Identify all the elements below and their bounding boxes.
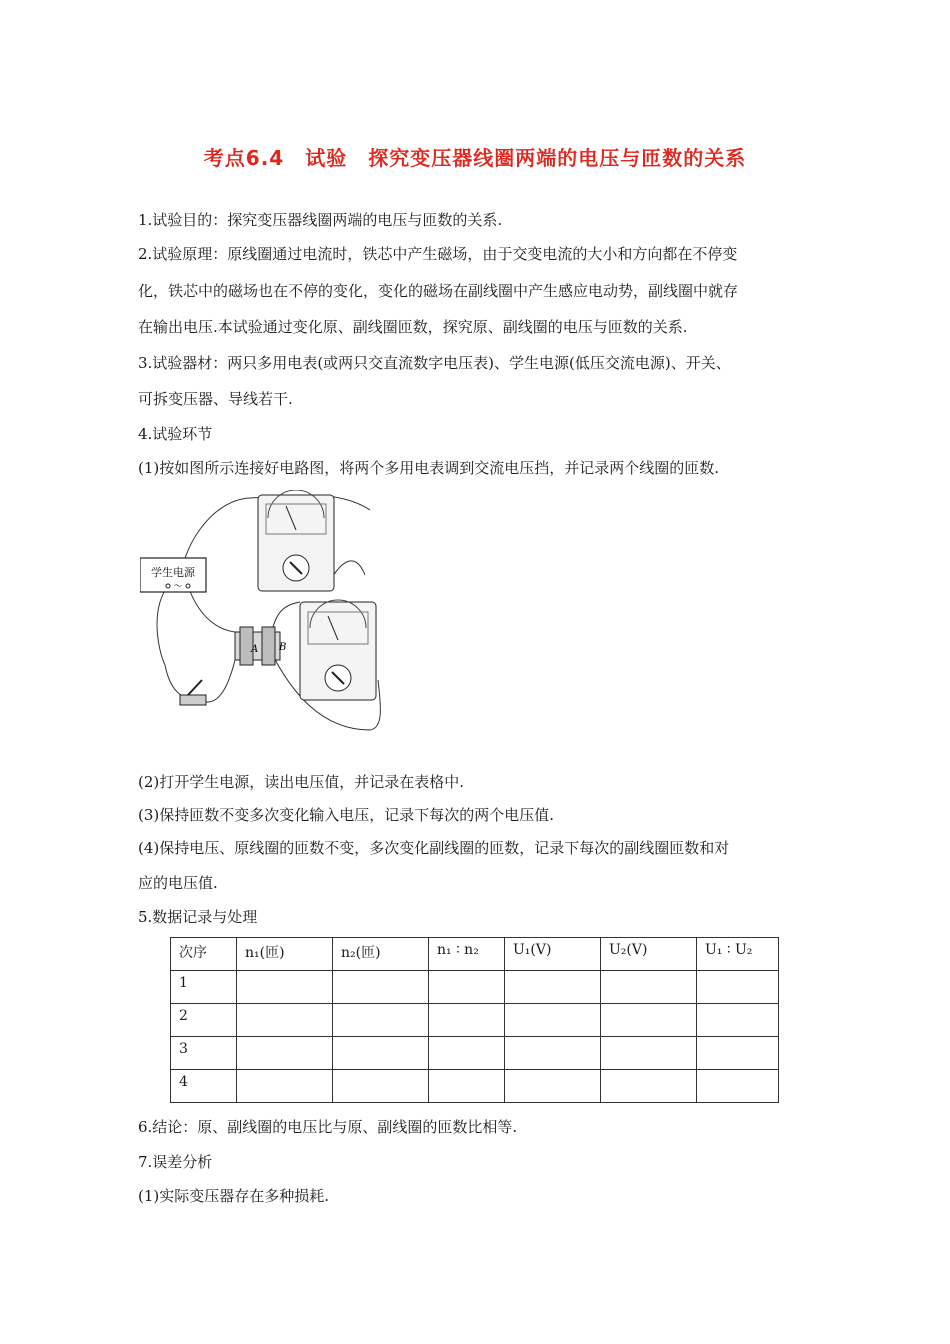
text-line-step-4b: 应的电压值. bbox=[138, 874, 218, 892]
table-header-cell: n₁(匝) bbox=[237, 938, 333, 971]
table-header-cell: U₁(V) bbox=[505, 938, 601, 971]
table-row bbox=[171, 971, 779, 1004]
circuit-diagram bbox=[140, 490, 390, 735]
text-line-principle-1: 2.试验原理：原线圈通过电流时，铁芯中产生磁场，由于交变电流的大小和方向都在不停变 bbox=[138, 245, 738, 263]
power-supply-label: 学生电源 bbox=[151, 566, 195, 579]
text-line-steps-heading: 4.试验环节 bbox=[138, 425, 213, 443]
text-line-principle-2: 化，铁芯中的磁场也在不停的变化，变化的磁场在副线圈中产生感应电动势，副线圈中就存 bbox=[138, 282, 739, 300]
table-header-row bbox=[171, 938, 779, 971]
table-cell-index: 3 bbox=[171, 1037, 237, 1070]
table-cell-index: 2 bbox=[171, 1004, 237, 1037]
multimeter-icon-2 bbox=[300, 600, 376, 700]
text-line-conclusion: 6.结论：原、副线圈的电压比与原、副线圈的匝数比相等. bbox=[138, 1118, 518, 1136]
table-cell-index: 1 bbox=[171, 971, 237, 1004]
text-line-step-3: (3)保持匝数不变多次变化输入电压，记录下每次的两个电压值. bbox=[138, 806, 555, 824]
table-cell-index: 4 bbox=[171, 1070, 237, 1103]
text-line-principle-3: 在输出电压.本试验通过变化原、副线圈匝数，探究原、副线圈的电压与匝数的关系. bbox=[138, 318, 688, 336]
ac-symbol: ～ bbox=[173, 582, 183, 592]
text-line-objective: 1.试验目的：探究变压器线圈两端的电压与匝数的关系. bbox=[138, 211, 503, 229]
table-header-cell: 次序 bbox=[171, 938, 237, 971]
data-table bbox=[170, 937, 779, 1103]
table-header-cell: U₂(V) bbox=[601, 938, 697, 971]
text-line-data-heading: 5.数据记录与处理 bbox=[138, 908, 258, 926]
table-row bbox=[171, 1070, 779, 1103]
text-line-step-2: (2)打开学生电源，读出电压值，并记录在表格中. bbox=[138, 773, 465, 791]
text-line-error-1: (1)实际变压器存在多种损耗. bbox=[138, 1187, 330, 1205]
text-line-step-1: (1)按如图所示连接好电路图，将两个多用电表调到交流电压挡，并记录两个线圈的匝数. bbox=[138, 459, 720, 477]
table-header-cell: n₂(匝) bbox=[333, 938, 429, 971]
page-title: 考点6.4 试验 探究变压器线圈两端的电压与匝数的关系 bbox=[203, 146, 747, 170]
table-row bbox=[171, 1037, 779, 1070]
switch-icon bbox=[180, 680, 206, 705]
multimeter-icon-1 bbox=[258, 490, 334, 591]
text-line-equipment-1: 3.试验器材：两只多用电表(或两只交直流数字电压表)、学生电源(低压交流电源)、开关、 bbox=[138, 354, 731, 372]
coil-b-label: B bbox=[279, 642, 287, 653]
table-row bbox=[171, 1004, 779, 1037]
text-line-step-4a: (4)保持电压、原线圈的匝数不变，多次变化副线圈的匝数，记录下每次的副线圈匝数和对 bbox=[138, 839, 730, 857]
text-line-equipment-2: 可拆变压器、导线若干. bbox=[138, 390, 293, 408]
table-header-cell: n₁ ∶ n₂ bbox=[429, 938, 505, 971]
table-header-cell: U₁ ∶ U₂ bbox=[697, 938, 779, 971]
coil-a-label: A bbox=[251, 644, 259, 655]
text-line-error-heading: 7.误差分析 bbox=[138, 1153, 213, 1171]
